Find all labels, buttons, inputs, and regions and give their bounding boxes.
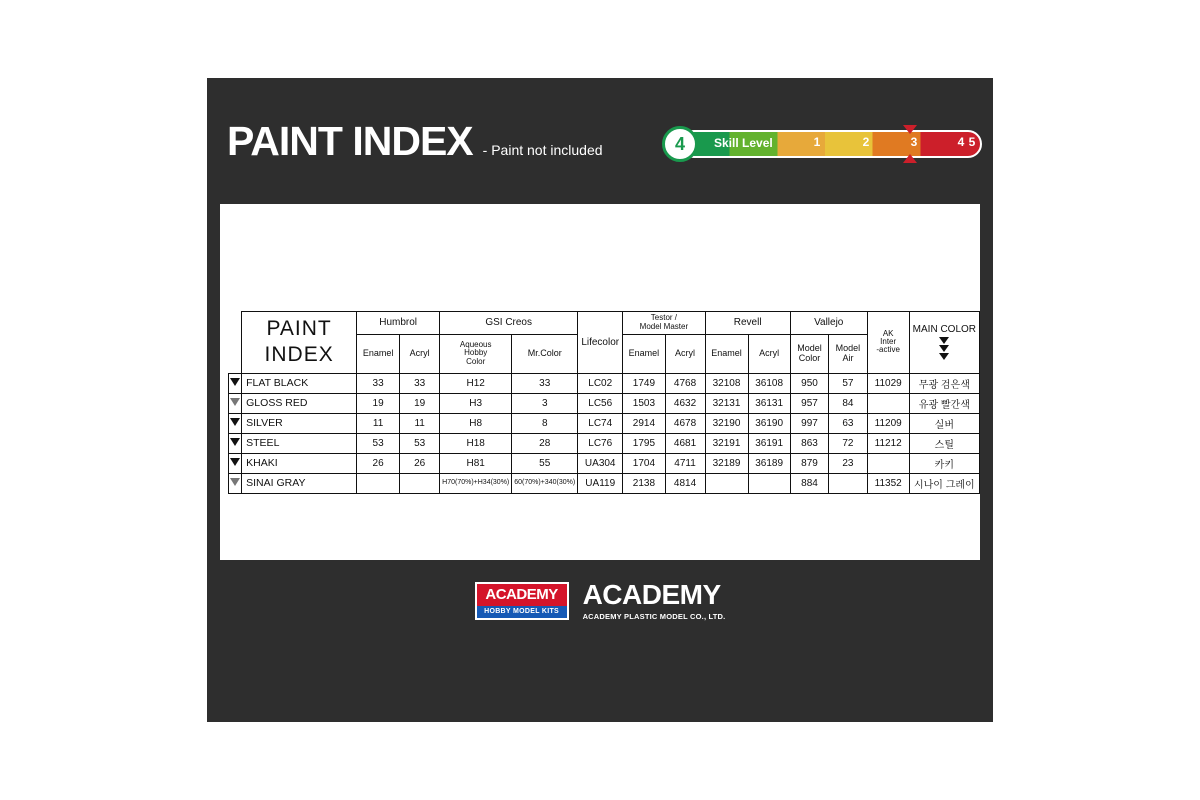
cell-humbrol-enamel: 53 xyxy=(357,433,400,453)
cell-main-color: 유광 빨간색 xyxy=(909,393,979,413)
skill-level-5: 5 xyxy=(968,135,976,149)
triangle-marker-icon xyxy=(230,378,240,386)
cell-ak-interactive xyxy=(867,453,909,473)
brand-header-lifecolor: Lifecolor xyxy=(578,312,623,374)
skill-level-badge: 4 xyxy=(662,126,698,162)
cell-paint-name: SINAI GRAY xyxy=(242,473,357,493)
vmc-line2: Color xyxy=(798,352,821,363)
cell-ak-interactive: 11352 xyxy=(867,473,909,493)
subheader-revell-enamel: Enamel xyxy=(705,334,748,373)
cell-lifecolor: LC74 xyxy=(578,413,623,433)
cell-gsi-aqueous: H3 xyxy=(440,393,512,413)
skill-level-2: 2 xyxy=(862,135,870,149)
cell-testor-enamel: 1503 xyxy=(623,393,665,413)
triangle-marker-icon xyxy=(230,438,240,446)
cell-main-color: 시나이 그레이 xyxy=(909,473,979,493)
row-marker-cell xyxy=(229,413,242,433)
academy-company-name: ACADEMY PLASTIC MODEL CO., LTD. xyxy=(582,612,726,621)
academy-badge-logo xyxy=(475,582,569,620)
row-marker-cell xyxy=(229,433,242,453)
cell-vallejo-model-color: 863 xyxy=(790,433,828,453)
cell-ak-interactive: 11212 xyxy=(867,433,909,453)
academy-wordmark xyxy=(583,581,726,621)
cell-vallejo-model-air: 84 xyxy=(829,393,867,413)
main-color-label: MAIN COLOR xyxy=(912,324,977,336)
cell-revell-enamel: 32108 xyxy=(705,373,748,393)
cell-main-color: 카키 xyxy=(909,453,979,473)
brand-header-main-color xyxy=(909,312,979,374)
cell-lifecolor: UA119 xyxy=(578,473,623,493)
cell-paint-name: STEEL xyxy=(242,433,357,453)
ak-line1: AK xyxy=(882,328,894,338)
cell-gsi-mrcolor: 55 xyxy=(512,453,578,473)
index-title-cell xyxy=(242,312,357,374)
row-marker-cell xyxy=(229,473,242,493)
cell-paint-name: FLAT BLACK xyxy=(242,373,357,393)
cell-revell-enamel: 32189 xyxy=(705,453,748,473)
triangle-icon xyxy=(939,345,949,352)
cell-gsi-mrcolor: 33 xyxy=(512,373,578,393)
skill-level-4: 4 xyxy=(957,135,965,149)
table-header-row-1 xyxy=(229,312,980,335)
cell-humbrol-enamel: 11 xyxy=(357,413,400,433)
subheader-revell-acryl: Acryl xyxy=(748,334,790,373)
cell-main-color: 스틸 xyxy=(909,433,979,453)
cell-paint-name: SILVER xyxy=(242,413,357,433)
row-marker-cell xyxy=(229,393,242,413)
brand-header-testor xyxy=(623,312,705,335)
cell-paint-name: GLOSS RED xyxy=(242,393,357,413)
table-row xyxy=(229,373,980,393)
cell-humbrol-enamel: 19 xyxy=(357,393,400,413)
triangle-marker-icon xyxy=(230,418,240,426)
table-row xyxy=(229,433,980,453)
aqueous-line1: Aqueous xyxy=(459,339,492,349)
cell-revell-enamel: 32191 xyxy=(705,433,748,453)
cell-gsi-mrcolor: 3 xyxy=(512,393,578,413)
cell-vallejo-model-color: 957 xyxy=(790,393,828,413)
cell-vallejo-model-air: 72 xyxy=(829,433,867,453)
subheader-vallejo-model-color xyxy=(790,334,828,373)
main-color-triangles xyxy=(912,337,977,360)
subheader-gsi-aqueous xyxy=(440,334,512,373)
cell-revell-acryl: 36190 xyxy=(748,413,790,433)
cell-lifecolor: LC76 xyxy=(578,433,623,453)
cell-vallejo-model-color: 997 xyxy=(790,413,828,433)
cell-lifecolor: UA304 xyxy=(578,453,623,473)
sheet-header xyxy=(207,78,993,198)
cell-revell-acryl: 36191 xyxy=(748,433,790,453)
cell-revell-enamel: 32190 xyxy=(705,413,748,433)
cell-vallejo-model-air xyxy=(829,473,867,493)
cell-testor-enamel: 1795 xyxy=(623,433,665,453)
cell-gsi-mrcolor: 8 xyxy=(512,413,578,433)
cell-ak-interactive xyxy=(867,393,909,413)
cell-vallejo-model-color: 950 xyxy=(790,373,828,393)
skill-level-3: 3 xyxy=(910,135,918,149)
title-block xyxy=(227,118,603,165)
cell-vallejo-model-air: 63 xyxy=(829,413,867,433)
table-row xyxy=(229,473,980,493)
triangle-marker-icon xyxy=(230,398,240,406)
index-title-line1: PAINT xyxy=(266,317,332,340)
table-row xyxy=(229,413,980,433)
cell-gsi-mrcolor: 60(70%)+340(30%) xyxy=(512,473,578,493)
cell-testor-acryl: 4678 xyxy=(665,413,705,433)
cell-revell-enamel xyxy=(705,473,748,493)
testor-line2: Model Master xyxy=(639,321,689,331)
triangle-marker-icon xyxy=(230,478,240,486)
cell-testor-enamel: 2914 xyxy=(623,413,665,433)
cell-humbrol-enamel: 33 xyxy=(357,373,400,393)
vmc-line1: Model xyxy=(797,342,822,353)
vma-line2: Air xyxy=(842,352,854,363)
cell-humbrol-acryl: 26 xyxy=(400,453,440,473)
footer-logos xyxy=(207,566,993,636)
cell-testor-enamel: 1749 xyxy=(623,373,665,393)
paint-index-card xyxy=(220,204,980,560)
cell-revell-acryl xyxy=(748,473,790,493)
testor-line1: Testor / xyxy=(650,313,677,323)
skill-marker-down-icon xyxy=(903,125,917,134)
cell-vallejo-model-color: 884 xyxy=(790,473,828,493)
cell-lifecolor: LC02 xyxy=(578,373,623,393)
page-title: PAINT INDEX xyxy=(227,118,473,164)
cell-main-color: 무광 검은색 xyxy=(909,373,979,393)
cell-gsi-aqueous: H12 xyxy=(440,373,512,393)
table-body xyxy=(229,373,980,493)
academy-badge-top: ACADEMY xyxy=(477,584,567,606)
cell-humbrol-enamel xyxy=(357,473,400,493)
cell-testor-acryl: 4814 xyxy=(665,473,705,493)
cell-humbrol-acryl xyxy=(400,473,440,493)
brand-header-humbrol: Humbrol xyxy=(357,312,440,335)
cell-humbrol-acryl: 19 xyxy=(400,393,440,413)
subheader-humbrol-enamel: Enamel xyxy=(357,334,400,373)
brand-header-ak xyxy=(867,312,909,374)
brand-header-gsi: GSI Creos xyxy=(440,312,578,335)
cell-gsi-aqueous: H70(70%)+H34(30%) xyxy=(440,473,512,493)
cell-testor-acryl: 4681 xyxy=(665,433,705,453)
subheader-vallejo-model-air xyxy=(829,334,867,373)
academy-wordmark-text: ACADEMY xyxy=(582,579,721,610)
cell-vallejo-model-air: 23 xyxy=(829,453,867,473)
ak-line3: -active xyxy=(876,345,900,355)
cell-revell-acryl: 36131 xyxy=(748,393,790,413)
skill-level-label: Skill Level xyxy=(714,136,773,150)
brand-header-revell: Revell xyxy=(705,312,790,335)
table-row xyxy=(229,453,980,473)
vma-line1: Model xyxy=(835,342,861,353)
cell-main-color: 실버 xyxy=(909,413,979,433)
cell-testor-enamel: 1704 xyxy=(623,453,665,473)
cell-gsi-aqueous: H18 xyxy=(440,433,512,453)
aqueous-line3: Color xyxy=(466,356,486,366)
subheader-humbrol-acryl: Acryl xyxy=(400,334,440,373)
row-marker-cell xyxy=(229,373,242,393)
cell-gsi-aqueous: H8 xyxy=(440,413,512,433)
subheader-testor-acryl: Acryl xyxy=(665,334,705,373)
cell-revell-enamel: 32131 xyxy=(705,393,748,413)
row-marker-cell xyxy=(229,453,242,473)
cell-humbrol-acryl: 11 xyxy=(400,413,440,433)
cell-gsi-mrcolor: 28 xyxy=(512,433,578,453)
aqueous-line2: Hobby xyxy=(464,348,488,358)
instruction-sheet-panel xyxy=(207,78,993,722)
cell-revell-acryl: 36108 xyxy=(748,373,790,393)
index-title-line2: INDEX xyxy=(264,343,334,367)
cell-gsi-aqueous: H81 xyxy=(440,453,512,473)
cell-testor-enamel: 2138 xyxy=(623,473,665,493)
cell-ak-interactive: 11209 xyxy=(867,413,909,433)
cell-testor-acryl: 4768 xyxy=(665,373,705,393)
cell-lifecolor: LC56 xyxy=(578,393,623,413)
cell-humbrol-acryl: 53 xyxy=(400,433,440,453)
triangle-icon xyxy=(939,337,949,344)
cell-revell-acryl: 36189 xyxy=(748,453,790,473)
skill-level-1: 1 xyxy=(813,135,821,149)
cell-vallejo-model-air: 57 xyxy=(829,373,867,393)
ak-line2: Inter xyxy=(880,337,897,347)
page-subtitle: - Paint not included xyxy=(482,142,603,158)
triangle-icon xyxy=(939,353,949,360)
triangle-marker-icon xyxy=(230,458,240,466)
cell-testor-acryl: 4711 xyxy=(665,453,705,473)
skill-level-indicator xyxy=(662,126,982,162)
cell-humbrol-enamel: 26 xyxy=(357,453,400,473)
cell-ak-interactive: 11029 xyxy=(867,373,909,393)
brand-header-vallejo: Vallejo xyxy=(790,312,867,335)
table-row xyxy=(229,393,980,413)
academy-badge-bottom: HOBBY MODEL KITS xyxy=(477,606,567,618)
cell-humbrol-acryl: 33 xyxy=(400,373,440,393)
subheader-testor-enamel: Enamel xyxy=(623,334,665,373)
cell-paint-name: KHAKI xyxy=(242,453,357,473)
marker-column-header xyxy=(229,312,242,374)
cell-vallejo-model-color: 879 xyxy=(790,453,828,473)
subheader-gsi-mrcolor: Mr.Color xyxy=(512,334,578,373)
skill-marker-up-icon xyxy=(903,154,917,163)
paint-index-table xyxy=(228,311,980,494)
cell-testor-acryl: 4632 xyxy=(665,393,705,413)
